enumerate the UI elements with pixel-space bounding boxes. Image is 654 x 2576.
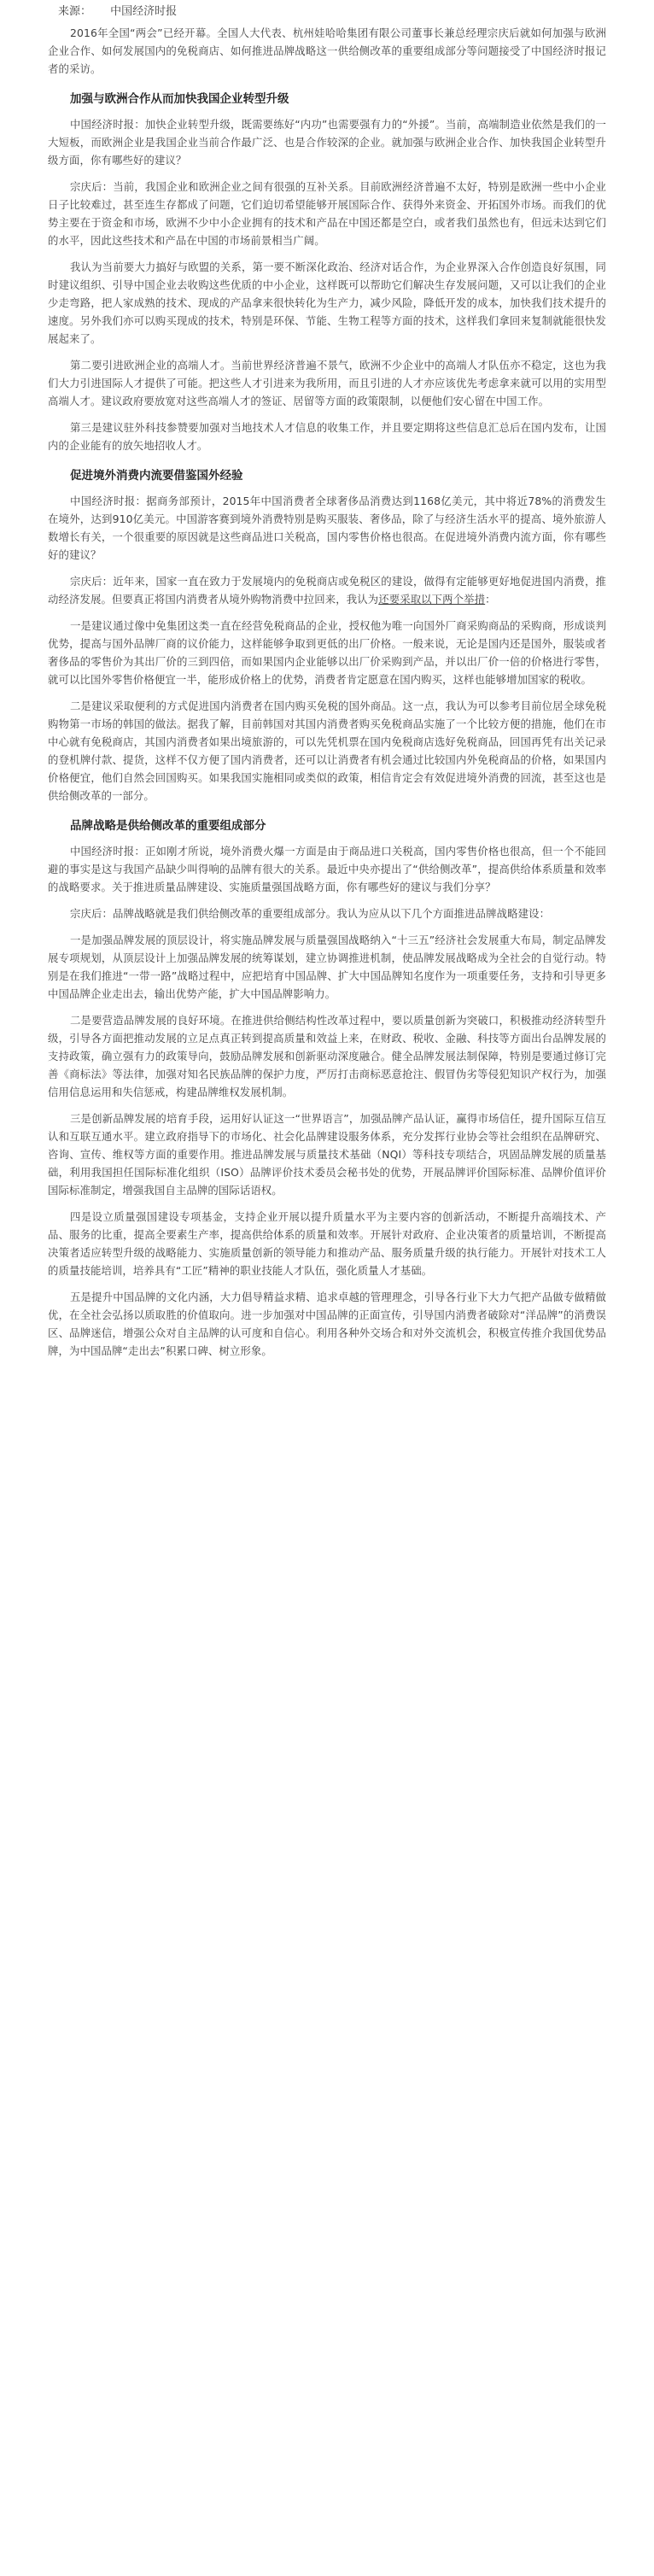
article-body [48, 24, 606, 1360]
paragraph: 宗庆后：品牌战略就是我们供给侧改革的重要组成部分。我认为应从以下几个方面推进品牌战略建设： [70, 907, 551, 920]
section-heading: 加强与欧洲合作从而加快我国企业转型升级 [70, 92, 289, 106]
paragraph: 第三是建议驻外科技参赞要加强对当地技术人才信息的收集工作，并且要定期将这些信息汇总后在国内发布，让国内的企业能有的放矢地招收人才。 [48, 421, 606, 452]
paragraph: 中国经济时报：正如刚才所说，境外消费火爆一方面是由于商品进口关税高，国内零售价格也很高，但一个不能回避的事实是这与我国产品缺少叫得响的品牌有很大的关系。最近中央亦提出了“供给侧改革”，提高供给体系质量和效率的战略要求。关于推进质量品牌建设、实施质量强国战略方面，你有哪些好的建议与我们分享？ [48, 845, 606, 893]
paragraph: 三是创新品牌发展的培育手段，运用好认证这一“世界语言”，加强品牌产品认证，赢得市场信任，提升国际互信互认和互联互通水平。建立政府指导下的市场化、社会化品牌建设服务体系，充分发挥行业协会等社会组织在品牌研究、咨询、宣传、维权等方面的重要作用。推进品牌发展与质量技术基础（NQI）等科技专项结合，巩固品牌发展的质量基础，利用我国担任国际标准化组织（ISO）品牌评价技术委员会秘书处的优势，开展品牌评价国际标准、品牌价值评价国际标准制定，增强我国自主品牌的国际话语权。 [48, 1112, 606, 1197]
paragraph: 四是设立质量强国建设专项基金，支持企业开展以提升质量水平为主要内容的创新活动，不断提升高端技术、产品、服务的比重，提高全要素生产率，提高供给体系的质量和效率。开展针对政府、企业决策者的质量培训，不断提高决策者适应转型升级的战略能力、实施质量创新的领导能力和推动产品、服务质量升级的执行能力。开展针对技术工人的质量技能培训，培养具有“工匠”精神的职业技能人才队伍，强化质量人才基础。 [48, 1210, 606, 1277]
paragraph: 宗庆后：近年来，国家一直在致力于发展境内的免税商店或免税区的建设，做得有定能够更好地促进国内消费，推动经济发展。但要真正将国内消费者从境外购物消费中拉回来，我认为还要采取以下两个举措： [48, 575, 606, 606]
section-heading: 促进境外消费内流要借鉴国外经验 [70, 469, 243, 483]
paragraph: 五是提升中国品牌的文化内涵，大力倡导精益求精、追求卓越的管理理念，引导各行业下大力气把产品做专做精做优，在全社会弘扬以质取胜的价值取向。进一步加强对中国品牌的正面宣传，引导国内消费者破除对“洋品牌”的消费误区、品牌迷信，增强公众对自主品牌的认可度和自信心。利用各种外交场合和对外交流机会，积极宣传推介我国优势品牌，为中国品牌“走出去”积累口碑、树立形象。 [48, 1291, 606, 1357]
source-line [58, 3, 606, 20]
paragraph: 第二要引进欧洲企业的高端人才。当前世界经济普遍不景气，欧洲不少企业中的高端人才队伍亦不稳定，这也为我们大力引进国际人才提供了可能。把这些人才引进来为我所用，而且引进的人才亦应该优先考虑拿来就可以用的实用型高端人才。建议政府要放宽对这些高端人才的签证、居留等方面的政策限制，以便他们安心留在中国工作。 [48, 359, 606, 407]
source-label: 来源： [58, 5, 92, 18]
paragraph: 中国经济时报：加快企业转型升级，既需要练好“内功”也需要强有力的“外援”。当前，高端制造业依然是我们的一大短板，而欧洲企业是我国企业当前合作最广泛、也是合作较深的企业。就加强与欧洲企业合作、加快我国企业转型升级方面，你有哪些好的建议？ [48, 118, 606, 167]
underlined-phrase: 还要采取以下两个举措 [378, 593, 486, 606]
paragraph: 二是建议采取便利的方式促进国内消费者在国内购买免税的国外商品。这一点，我认为可以参考目前位居全球免税购物第一市场的韩国的做法。据我了解，目前韩国对其国内消费者购买免税商品实施了一个比较方便的措施，他们在市中心就有免税商店，其国内消费者如果出境旅游的，可以先凭机票在国内免税商店选好免税商品，回国再凭有出关记录的登机牌付款、提货，这样不仅方便了国内消费者，还可以让消费者有机会通过比较国内外免税商品的价格，如果国内价格便宜，他们自然会回国购买。如果我国实施相同或类似的政策，相信肯定会有效促进境外消费的回流，甚至这也是供给侧改革的一部分。 [48, 700, 606, 802]
paragraph: 2016年全国“两会”已经开幕。全国人大代表、杭州娃哈哈集团有限公司董事长兼总经理宗庆后就如何加强与欧洲企业合作、如何发展国内的免税商店、如何推进品牌战略这一供给侧改革的重要组成部分等问题接受了中国经济时报记者的采访。 [48, 26, 606, 75]
section-heading: 品牌战略是供给侧改革的重要组成部分 [70, 819, 266, 833]
paragraph: 中国经济时报：据商务部预计，2015年中国消费者全球奢侈品消费达到1168亿美元，其中将近78%的消费发生在境外，达到910亿美元。中国游客赛到境外消费特别是购买服装、奢侈品，除了与经济生活水平的提高、境外旅游人数增长有关，一个很重要的原因就是这些商品进口关税高，国内零售价格也很高。在促进境外消费内流方面，你有哪些好的建议？ [48, 495, 606, 561]
paragraph: 一是建议通过像中免集团这类一直在经营免税商品的企业，授权他为唯一向国外厂商采购商品的采购商，形成谈判优势，提高与国外品牌厂商的议价能力，这样能够争取到更低的出厂价格。一般来说，无论是国内还是国外，服装或者奢侈品的零售价为其出厂价的三到四倍，而如果国内企业能够以出厂价采购到产品，并以出厂价一倍的价格进行零售，就可以比国外零售价格便宜一半，能形成价格上的优势，消费者肯定愿意在国内购买，这样也能够增加国家的税收。 [48, 619, 606, 686]
paragraph: 宗庆后：当前，我国企业和欧洲企业之间有很强的互补关系。目前欧洲经济普遍不太好，特别是欧洲一些中小企业日子比较难过，甚至连生存都成了问题，它们迫切希望能够开展国际合作、获得外来资金、开拓国外市场。而我们的优势主要在于资金和市场，欧洲不少中小企业拥有的技术和产品在中国还都是空白，或者我们虽然也有，但远未达到它们的水平，因此这些技术和产品在中国的市场前景相当广阔。 [48, 180, 606, 247]
source-value: 中国经济时报 [110, 5, 178, 18]
paragraph: 我认为当前要大力搞好与欧盟的关系，第一要不断深化政治、经济对话合作，为企业界深入合作创造良好氛围，同时建议组织、引导中国企业去收购这些优质的中小企业，这样既可以帮助它们解决生存发展问题，又可以让我们的企业少走弯路，把人家成熟的技术、现成的产品拿来很快转化为生产力，减少风险，降低开发的成本，加快我们技术提升的速度。另外我们亦可以购买现成的技术，特别是环保、节能、生物工程等方面的技术，这样我们拿回来复制就能很快发展起来了。 [48, 261, 606, 345]
paragraph: 二是要营造品牌发展的良好环境。在推进供给侧结构性改革过程中，要以质量创新为突破口，积极推动经济转型升级，引导各方面把推动发展的立足点真正转到提高质量和效益上来，在财政、税收、金融、科技等方面出台品牌发展的支持政策，确立强有力的政策导向，鼓励品牌发展和创新驱动深度融合。健全品牌发展法制保障，特别是要通过修订完善《商标法》等法律，加强对知名民族品牌的保护力度，严厉打击商标恶意抢注、假冒伪劣等侵犯知识产权行为，加强信用信息运用和失信惩戒，构建品牌维权发展机制。 [48, 1014, 606, 1098]
paragraph: 一是加强品牌发展的顶层设计，将实施品牌发展与质量强国战略纳入“十三五”经济社会发展重大布局，制定品牌发展专项规划，从顶层设计上加强品牌发展的统筹谋划，建立协调推进机制，使品牌发展战略成为全社会的自觉行动。特别是在我们推进“一带一路”战略过程中，应把培育中国品牌、扩大中国品牌知名度作为一项重要任务，支持和引导更多中国品牌企业走出去，输出优势产能，扩大中国品牌影响力。 [48, 934, 606, 1000]
